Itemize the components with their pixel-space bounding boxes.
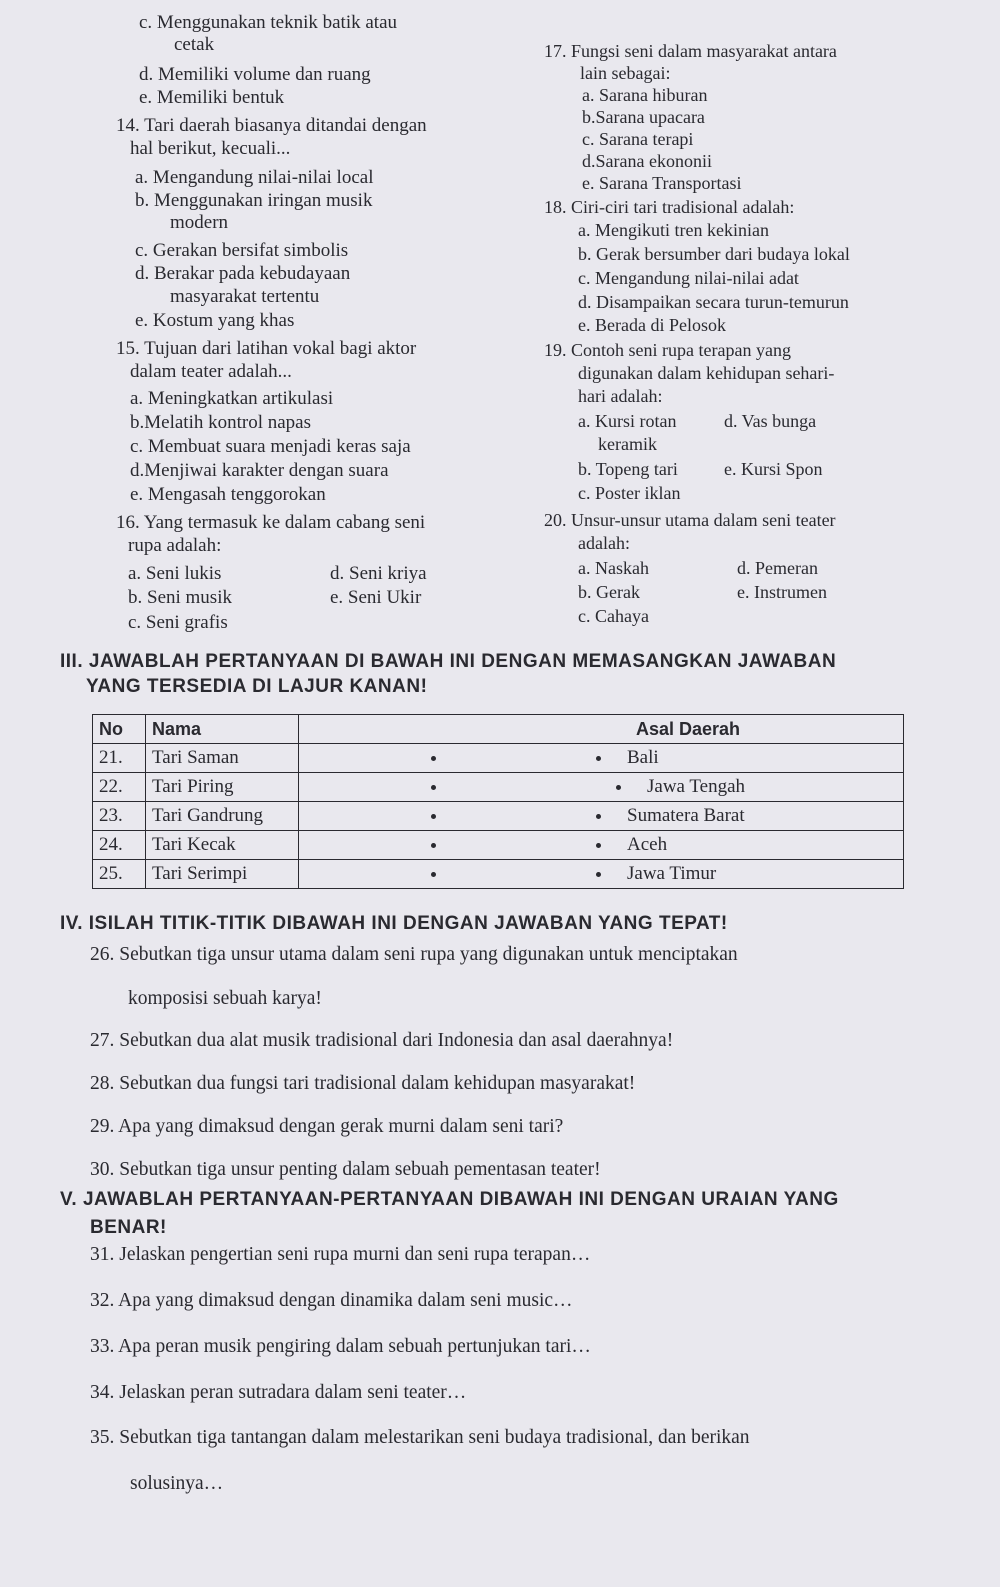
asal-label: Bali <box>627 747 659 768</box>
row-asal <box>299 744 904 773</box>
table-row <box>93 744 904 773</box>
question-29: 29. Apa yang dimaksud dengan gerak murni dalam seni tari? <box>90 1116 564 1137</box>
table-row <box>93 860 904 889</box>
section-3-title: III. JAWABLAH PERTANYAAN DI BAWAH INI DENGAN MEMASANGKAN JAWABAN <box>60 651 837 672</box>
q19-option-a-cont: keramik <box>598 434 657 454</box>
q14-option-e: e. Kostum yang khas <box>135 310 295 331</box>
asal-label: Aceh <box>627 834 668 855</box>
section-4-title: IV. ISILAH TITIK-TITIK DIBAWAH INI DENGAN JAWABAN YANG TEPAT! <box>60 913 728 934</box>
match-dot-left[interactable] <box>431 785 436 790</box>
row-no: 23. <box>93 802 146 831</box>
q14-stem-cont: hal berikut, kecuali... <box>130 138 291 159</box>
question-26-cont: komposisi sebuah karya! <box>128 988 322 1009</box>
question-31: 31. Jelaskan pengertian seni rupa murni dan seni rupa terapan… <box>90 1244 591 1265</box>
question-30: 30. Sebutkan tiga unsur penting dalam sebuah pementasan teater! <box>90 1159 601 1180</box>
q18-option-c: c. Mengandung nilai-nilai adat <box>578 268 799 288</box>
q17-stem: 17. Fungsi seni dalam masyarakat antara <box>544 41 837 61</box>
header-nama: Nama <box>146 715 299 744</box>
q16-option-c: c. Seni grafis <box>128 612 228 633</box>
row-asal <box>299 831 904 860</box>
q20-option-c: c. Cahaya <box>578 606 649 626</box>
row-no: 24. <box>93 831 146 860</box>
q16-stem: 16. Yang termasuk ke dalam cabang seni <box>116 512 426 533</box>
q19-stem: 19. Contoh seni rupa terapan yang <box>544 340 791 360</box>
row-asal <box>299 860 904 889</box>
q20-stem-cont: adalah: <box>578 533 630 553</box>
q15-stem: 15. Tujuan dari latihan vokal bagi aktor <box>116 338 417 359</box>
q20-option-b: b. Gerak <box>578 582 640 602</box>
q18-option-b: b. Gerak bersumber dari budaya lokal <box>578 244 850 264</box>
question-34: 34. Jelaskan peran sutradara dalam seni teater… <box>90 1382 467 1403</box>
q14-option-c: c. Gerakan bersifat simbolis <box>135 240 349 261</box>
q13-option-d: d. Memiliki volume dan ruang <box>139 64 371 85</box>
table-row <box>93 831 904 860</box>
q13-option-c-cont: cetak <box>174 34 215 55</box>
table-row <box>93 773 904 802</box>
q19-option-a: a. Kursi rotan <box>578 411 677 431</box>
q19-stem-cont: digunakan dalam kehidupan sehari- <box>578 363 835 383</box>
q19-option-c: c. Poster iklan <box>578 483 681 503</box>
q16-option-e: e. Seni Ukir <box>330 587 422 608</box>
row-nama: Tari Piring <box>146 773 299 802</box>
q14-stem: 14. Tari daerah biasanya ditandai dengan <box>116 115 427 136</box>
q15-option-e: e. Mengasah tenggorokan <box>130 484 326 505</box>
q17-option-e: e. Sarana Transportasi <box>582 173 742 193</box>
row-no: 22. <box>93 773 146 802</box>
asal-label: Jawa Timur <box>627 863 717 884</box>
q20-option-d: d. Pemeran <box>737 558 818 578</box>
q14-option-a: a. Mengandung nilai-nilai local <box>135 167 374 188</box>
row-nama: Tari Saman <box>146 744 299 773</box>
match-dot-right[interactable] <box>596 872 601 877</box>
q15-stem-cont: dalam teater adalah... <box>130 361 292 382</box>
match-dot-left[interactable] <box>431 814 436 819</box>
table-header-row <box>93 715 904 744</box>
q19-option-d: d. Vas bunga <box>724 411 817 431</box>
match-dot-left[interactable] <box>431 756 436 761</box>
section-5-title-cont: BENAR! <box>90 1217 167 1238</box>
match-dot-right[interactable] <box>596 814 601 819</box>
asal-label: Jawa Tengah <box>647 776 746 797</box>
row-no: 25. <box>93 860 146 889</box>
question-32: 32. Apa yang dimaksud dengan dinamika dalam seni music… <box>90 1290 573 1311</box>
q17-option-b: b.Sarana upacara <box>582 107 705 127</box>
row-no: 21. <box>93 744 146 773</box>
q17-option-a: a. Sarana hiburan <box>582 85 708 105</box>
q20-stem: 20. Unsur-unsur utama dalam seni teater <box>544 510 836 530</box>
q14-option-d: d. Berakar pada kebudayaan <box>135 263 351 284</box>
row-asal <box>299 773 904 802</box>
q15-option-b: b.Melatih kontrol napas <box>130 412 311 433</box>
q20-option-e: e. Instrumen <box>737 582 827 602</box>
q13-option-c: c. Menggunakan teknik batik atau <box>139 12 398 33</box>
q18-option-e: e. Berada di Pelosok <box>578 315 726 335</box>
q16-stem-cont: rupa adalah: <box>128 535 222 556</box>
q14-option-d-cont: masyarakat tertentu <box>170 286 320 307</box>
match-dot-left[interactable] <box>431 843 436 848</box>
header-asal-daerah: Asal Daerah <box>299 715 904 744</box>
match-dot-right[interactable] <box>596 756 601 761</box>
q14-option-b: b. Menggunakan iringan musik <box>135 190 373 211</box>
question-35: 35. Sebutkan tiga tantangan dalam melestarikan seni budaya tradisional, dan berikan <box>90 1427 750 1448</box>
q16-option-b: b. Seni musik <box>128 587 232 608</box>
question-28: 28. Sebutkan dua fungsi tari tradisional dalam kehidupan masyarakat! <box>90 1073 636 1094</box>
row-asal <box>299 802 904 831</box>
q15-option-a: a. Meningkatkan artikulasi <box>130 388 334 409</box>
match-dot-right[interactable] <box>616 785 621 790</box>
q19-option-b: b. Topeng tari <box>578 459 678 479</box>
q14-option-b-cont: modern <box>170 212 229 233</box>
q15-option-d: d.Menjiwai karakter dengan suara <box>130 460 389 481</box>
question-27: 27. Sebutkan dua alat musik tradisional dari Indonesia dan asal daerahnya! <box>90 1030 674 1051</box>
q17-stem-cont: lain sebagai: <box>580 63 671 83</box>
q17-option-c: c. Sarana terapi <box>582 129 694 149</box>
row-nama: Tari Kecak <box>146 831 299 860</box>
row-nama: Tari Gandrung <box>146 802 299 831</box>
q18-option-a: a. Mengikuti tren kekinian <box>578 220 769 240</box>
q19-option-e: e. Kursi Spon <box>724 459 823 479</box>
q18-option-d: d. Disampaikan secara turun-temurun <box>578 292 849 312</box>
section-3-title-cont: YANG TERSEDIA DI LAJUR KANAN! <box>86 676 428 697</box>
q16-option-a: a. Seni lukis <box>128 563 222 584</box>
question-33: 33. Apa peran musik pengiring dalam sebuah pertunjukan tari… <box>90 1336 591 1357</box>
question-35-cont: solusinya… <box>130 1473 224 1494</box>
matching-table <box>92 714 904 889</box>
table-row <box>93 802 904 831</box>
q17-option-d: d.Sarana ekononii <box>582 151 712 171</box>
q20-option-a: a. Naskah <box>578 558 649 578</box>
question-26: 26. Sebutkan tiga unsur utama dalam seni rupa yang digunakan untuk menciptakan <box>90 944 738 965</box>
asal-label: Sumatera Barat <box>627 805 745 826</box>
match-dot-right[interactable] <box>596 843 601 848</box>
q15-option-c: c. Membuat suara menjadi keras saja <box>130 436 411 457</box>
q18-stem: 18. Ciri-ciri tari tradisional adalah: <box>544 197 795 217</box>
section-5-title: V. JAWABLAH PERTANYAAN-PERTANYAAN DIBAWAH INI DENGAN URAIAN YANG <box>60 1189 839 1210</box>
row-nama: Tari Serimpi <box>146 860 299 889</box>
q16-option-d: d. Seni kriya <box>330 563 427 584</box>
header-no: No <box>93 715 146 744</box>
match-dot-left[interactable] <box>431 872 436 877</box>
q19-stem-cont2: hari adalah: <box>578 386 663 406</box>
q13-option-e: e. Memiliki bentuk <box>139 87 285 108</box>
